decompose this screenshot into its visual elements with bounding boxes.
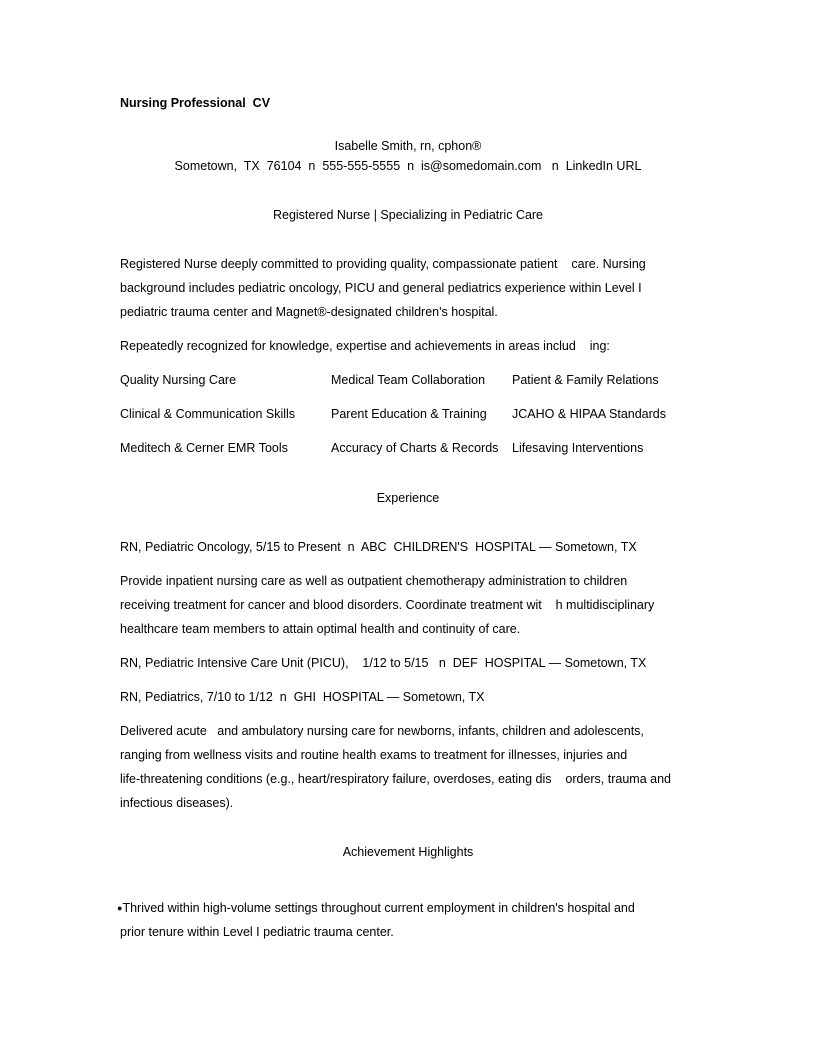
job-description-line: healthcare team members to attain optimal health and continuity of care. — [120, 622, 521, 636]
document-title: Nursing Professional CV — [120, 96, 271, 110]
contact-line: Sometown, TX 76104 n 555-555-5555 n is@somedomain.com n LinkedIn URL — [174, 159, 642, 173]
bullet-icon: ● — [117, 903, 123, 913]
skill-item: Quality Nursing Care — [120, 373, 237, 387]
job-description-line: life-threatening conditions (e.g., heart/respiratory failure, overdoses, eating dis orders, trauma and — [120, 772, 671, 786]
skill-item: Accuracy of Charts & Records — [331, 441, 499, 455]
summary-line: pediatric trauma center and Magnet®-designated children's hospital. — [120, 305, 498, 319]
summary-line: background includes pediatric oncology, PICU and general pediatrics experience within Level I — [120, 281, 642, 295]
experience-heading: Experience — [376, 491, 440, 505]
skill-item: Clinical & Communication Skills — [120, 407, 296, 421]
achievement-item — [117, 896, 697, 944]
job-title: RN, Pediatric Intensive Care Unit (PICU), 1/12 to 5/15 n DEF HOSPITAL — Sometown, TX — [120, 656, 647, 670]
skill-item: Lifesaving Interventions — [512, 441, 644, 455]
job-description-line: Provide inpatient nursing care as well as outpatient chemotherapy administration to children — [120, 574, 628, 588]
job-description-line: infectious diseases). — [120, 796, 234, 810]
summary-paragraph — [120, 252, 700, 324]
recognition-line: Repeatedly recognized for knowledge, expertise and achievements in areas includ ing: — [120, 339, 610, 353]
job-description-line: receiving treatment for cancer and blood disorders. Coordinate treatment wit h multidisciplinary — [120, 598, 655, 612]
headline: Registered Nurse | Specializing in Pediatric Care — [272, 208, 544, 222]
summary-line: Registered Nurse deeply committed to providing quality, compassionate patient care. Nursing — [120, 257, 646, 271]
job-description-line: Delivered acute and ambulatory nursing care for newborns, infants, children and adolescents, — [120, 724, 644, 738]
candidate-name: Isabelle Smith, rn, cphon® — [334, 139, 482, 153]
job-title: RN, Pediatrics, 7/10 to 1/12 n GHI HOSPITAL — Sometown, TX — [120, 690, 485, 704]
skill-item: Meditech & Cerner EMR Tools — [120, 441, 288, 455]
job-description — [120, 569, 700, 641]
skill-item: Medical Team Collaboration — [331, 373, 486, 387]
job-description — [120, 719, 700, 815]
skill-item: Patient & Family Relations — [512, 373, 659, 387]
job-description-line: ranging from wellness visits and routine health exams to treatment for illnesses, injuries and — [120, 748, 628, 762]
achievement-line: Thrived within high-volume settings throughout current employment in children's hospital and — [122, 901, 635, 915]
job-title: RN, Pediatric Oncology, 5/15 to Present n ABC CHILDREN'S HOSPITAL — Sometown, TX — [120, 540, 637, 554]
achievements-heading: Achievement Highlights — [342, 845, 474, 859]
skill-item: JCAHO & HIPAA Standards — [512, 407, 666, 421]
skill-item: Parent Education & Training — [331, 407, 487, 421]
achievement-line: prior tenure within Level I pediatric trauma center. — [120, 925, 394, 939]
